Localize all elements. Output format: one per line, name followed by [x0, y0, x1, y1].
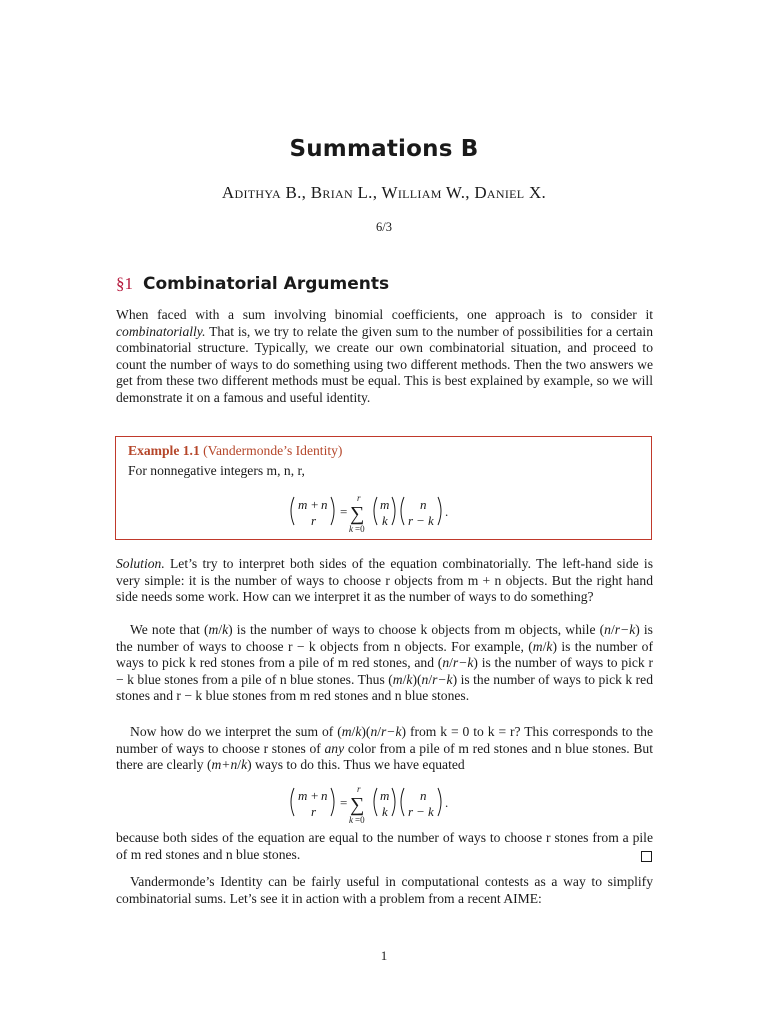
- intro-text-2: That is, we try to relate the given sum to the number of possibilities for a certain combinatorial structure. Typically, we create our own combinatorial situation, and proceed to count the number of ways to do something using two different methods. Then the two answers we get from these two different methods must be equal. This is best explained by example, so we will demonstrate it on a famous and useful identity.: [116, 323, 653, 405]
- example-box: [115, 436, 652, 540]
- solution-paragraph-4: [116, 830, 653, 863]
- svg-text:k: k: [382, 804, 388, 819]
- solution-text-3d: ways to do this. Thus we have equated: [255, 757, 465, 772]
- svg-text:.: .: [445, 795, 449, 810]
- svg-text:−: −: [417, 804, 425, 819]
- solution-text-3a: Now how do we interpret the sum of: [130, 724, 334, 739]
- svg-text:n: n: [321, 788, 328, 803]
- author-list: Adithya B., Brian L., William W., Daniel X.: [221, 183, 547, 202]
- svg-text:k: k: [349, 524, 353, 534]
- solution-lead: Solution.: [116, 556, 165, 571]
- section-heading: [116, 274, 389, 294]
- solution-paragraph-3: Now how do we interpret the sum of (m/k)(n/r−k) from k = 0 to k = r? This corresponds to the number of ways to choose r stones of any color from a pile of m red stones and n blue stones. But there are clearly (m+n/k) ways to do this. Thus we have equated: [116, 724, 654, 772]
- solution-text-3b: from k = 0 to k = r? This corresponds to the number of ways to choose r stones of: [116, 724, 653, 756]
- svg-text:r: r: [408, 513, 414, 528]
- svg-text:n: n: [420, 497, 427, 512]
- solution-text-2c: is the number of ways to choose r − k objects from n objects. For example,: [116, 622, 653, 654]
- solution-text-2d: is the number of ways to pick k red stones from a pile of m red stones, and: [116, 638, 653, 670]
- svg-text:r: r: [357, 784, 361, 794]
- svg-text:r: r: [311, 513, 317, 528]
- svg-text:m: m: [380, 788, 390, 803]
- solution-paragraph-1: [116, 556, 653, 606]
- svg-text:n: n: [321, 497, 328, 512]
- svg-text:=0: =0: [355, 524, 365, 534]
- solution-text-1: Let’s try to interpret both sides of the equation combinatorially. The left-hand side is very simple: it is the number of ways to choose r objects from m + n objects. But the right hand side needs some work. How can we interpret it as the number of ways to do something?: [116, 556, 653, 604]
- example-label: Example 1.1: [128, 443, 200, 458]
- intro-emphasis: combinatorially.: [116, 323, 206, 339]
- paper-title: Summations B: [289, 136, 479, 162]
- date: 6/3: [376, 220, 392, 234]
- svg-text:n: n: [420, 788, 427, 803]
- intro-paragraph: [116, 307, 653, 406]
- svg-text:∑: ∑: [350, 794, 365, 816]
- solution-text-4: because both sides of the equation are equal to the number of ways to choose r stones from a pile of m red stones and n blue stones.: [116, 830, 653, 862]
- svg-text:+: +: [311, 788, 319, 803]
- solution-text-2a: We note that: [130, 622, 200, 637]
- closing-text: Vandermonde’s Identity can be fairly useful in computational contests as a way to simplify combinatorial sums. Let’s see it in action with a problem from a recent AIME:: [116, 874, 653, 906]
- solution-text-3c: color from a pile of m red stones and n blue stones. But there are clearly: [116, 740, 654, 772]
- vandermonde-equation: [286, 489, 486, 535]
- svg-text:r: r: [311, 804, 317, 819]
- qed-square-icon: [641, 851, 652, 862]
- solution-text-2e: is the number of ways to pick r − k blue stones from a pile of n blue stones. Thus: [116, 655, 653, 687]
- page-number: 1: [380, 948, 388, 963]
- svg-text:r: r: [408, 804, 414, 819]
- svg-text:−: −: [417, 513, 425, 528]
- svg-text:k: k: [428, 513, 434, 528]
- intro-text-1: When faced with a sum involving binomial coefficients, one approach is to consider it: [116, 307, 653, 322]
- svg-text:m: m: [298, 788, 308, 803]
- section-title: Combinatorial Arguments: [143, 274, 390, 294]
- svg-text:=0: =0: [355, 815, 365, 825]
- svg-text:.: .: [445, 504, 449, 519]
- svg-text:m: m: [380, 497, 390, 512]
- section-number: §1: [116, 274, 133, 293]
- example-name: (Vandermonde’s Identity): [203, 443, 343, 458]
- vandermonde-equation-restated: [286, 780, 486, 826]
- svg-text:k: k: [428, 804, 434, 819]
- solution-paragraph-2: We note that (m/k) is the number of ways to choose k objects from m objects, while (n/r−k) is the number of ways to choose r − k objects from n objects. For example, (m/k) is the number of ways to pick k red stones from a pile of m red stones, and (n/r−k) is the number of ways to pick r − k blue stones from a pile of n blue stones. Thus (m/k)(n/r−k) is the number of ways to pick k red stones and r − k blue stones from m red stones and n blue stones.: [116, 622, 654, 703]
- svg-text:=: =: [340, 504, 348, 519]
- svg-text:k: k: [349, 815, 353, 825]
- closing-paragraph: [116, 874, 653, 907]
- svg-text:r: r: [357, 493, 361, 503]
- solution-emphasis-any: any: [324, 740, 345, 756]
- solution-text-2f: is the number of ways to pick k red stones and r − k blue stones from m red stones and n blue stones.: [116, 671, 654, 703]
- example-header: [128, 443, 342, 459]
- svg-text:+: +: [311, 497, 319, 512]
- example-statement: For nonnegative integers m, n, r,: [128, 463, 305, 478]
- svg-text:m: m: [298, 497, 308, 512]
- svg-text:∑: ∑: [350, 503, 365, 525]
- svg-text:=: =: [340, 795, 348, 810]
- solution-text-2b: is the number of ways to choose k objects from m objects, while: [236, 622, 596, 637]
- svg-text:k: k: [382, 513, 388, 528]
